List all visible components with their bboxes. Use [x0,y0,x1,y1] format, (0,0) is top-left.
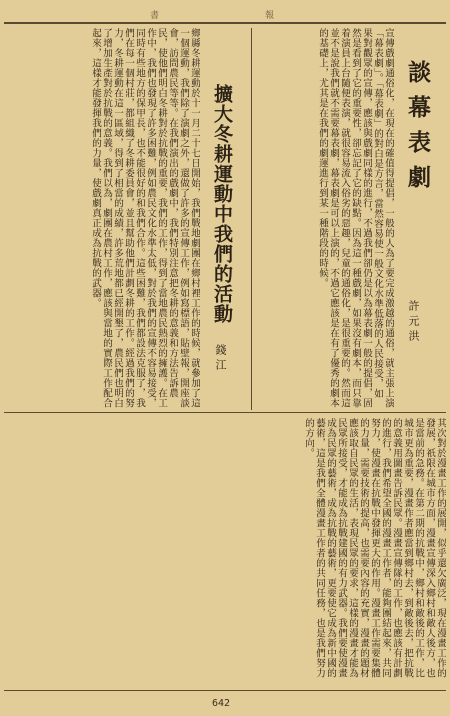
page-number: 642 [212,698,231,709]
section-divider-horizontal [4,412,446,413]
column-divider-vertical [251,28,252,410]
article2-author: 錢江 [214,344,227,374]
article1-title: 談幕表劇 [404,60,431,200]
article1-body: 宣傳戲劇通俗化，在現在的確值得提倡，一般的人為了要完成激越的通俗，就主張上演「幕表劇」。「幕表劇」的對白是方言，當然容易使一般文化水準低落的人民接受，如果對觀眾的宣傳，應該與戲劇同樣的進行，不過我們卻仍是以為幕表劇一般的提倡，固然是看到了它的重要性，卻忘記了它的缺點。因為這一種戲劇，如果沒有劇本，而只靠着演員上台隨便表演，就很容易流入俗劣的惡趣，兒童的通俗化，是很重要的。然而這並不是說我們就不需要幕表劇，幕表劇是可以上演的，不過它應該是在有了優秀的劇本的基礎上，尤其是在我們的劇運進行到某一種階段的時候。 [317,28,394,408]
article2-body-upper: 鄉縣冬耕運動於十一月二十七日開始，我們戰地劇團在鄉村裡工作的時候，就參加了這一個運動，我們除了演劇之外，還做了許多的宣傳工作，例如寫標語，貼壁報，開座談會，訪問農民等等。在我們演出的戲劇中，我們特別注意把冬耕的意義和方法告訴農民，使他們明白冬耕對於抗戰的重要，我們的工作，得到了當地農民熱烈的擁護。在工作中，我們也發現了許多困難，例如農民文化水準太低，對於我們的宣傳不容易接受，同時有些地方的保甲長，也不能很好的和我們合作。這些困難，我們都設法克服了，我們在每一個村莊，都組織了冬耕委員會，並且幫助他們計劃冬耕的工作。經過我們的努力，冬耕運動在這一區域，得到了相當的成績，許多荒地都已經開墾了，農民們也明白了增加生產對於抗戰的意義。我們以為，劇團在農村工作，應該與當地的實際工作配合起來，這樣才能發揮我們的力量，使戲劇真正成為抗戰的武器。 [90,28,200,408]
article1-author: 許元洪 [407,300,420,345]
top-border [4,22,446,24]
article3-body: 其次對於漫畫工作的展開，似乎還欠廣泛，現在漫畫工作的發展，祇限在城市方面，漫畫宣傳深入鄉村和敵人後方，也是當前的急務。在第二期的抗戰中，鄉村和敵後的工作，比城市更為重要，漫畫作者應當到鄉村去，到敵後去，把抗戰的意義用圖畫告訴民眾。漫畫宣傳隊的工作，也應該有計劃的進行，我們希望全國的漫畫工作者，能夠團結起來，共同努力，使漫畫在抗戰中發揮更大的作用。漫畫工作需要集體的力量，需要技術的提高，也需要內容的充實，漫畫的題材應該取自民眾的生活，表現民眾的要求，這樣的漫畫才能為民眾所接受，才能成為抗戰建國的有力武器。我們要使漫畫成為民眾的藝術，成為抗戰的藝術，更要使它成為新中國的藝術，這是我們全體漫畫工作者的共同任務，也是我們努力的方向。 [303,418,446,678]
bottom-border [4,690,446,691]
running-header-right: 報 [265,11,275,21]
running-header-left: 書 [150,11,160,21]
article2-title: 擴大冬耕運動中我們的活動 [211,84,233,324]
